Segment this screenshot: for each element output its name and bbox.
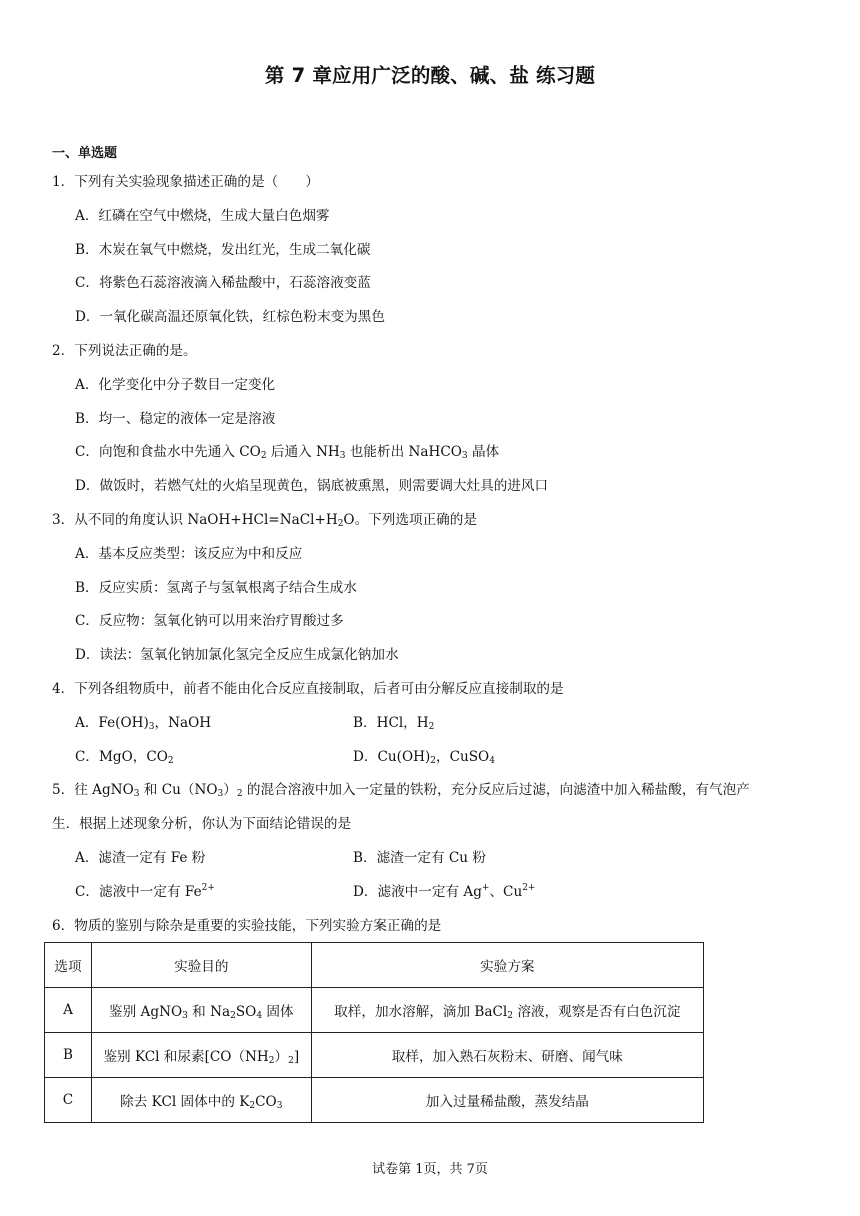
question-3-option-a: A．基本反应类型：该反应为中和反应 (75, 546, 303, 562)
question-3-option-c: C．反应物：氢氧化钠可以用来治疗胃酸过多 (75, 613, 344, 629)
question-4-stem: 4．下列各组物质中，前者不能由化合反应直接制取，后者可由分解反应直接制取的是 (52, 681, 564, 697)
row-a-option: A (45, 988, 92, 1033)
question-4-option-a: A．$Fe(OH)_3$，NaOH (75, 715, 212, 732)
question-2-option-a: A．化学变化中分子数目一定变化 (75, 377, 276, 393)
question-2-option-c: C．向饱和食盐水中先通入 $CO_2$ 后通入 $NH_3$ 也能析出 NaHCO$_3$ 晶体 (75, 444, 500, 461)
table-row (45, 1078, 704, 1123)
question-5-stem-line-1: 5．往 AgNO$_3$ 和 $Cu(NO_3)_2$ 的混合溶液中加入一定量的铁粉，充分反应后过滤，向滤渣中加入稀盐酸，有气泡产 (52, 782, 750, 799)
question-6-stem: 6．物质的鉴别与除杂是重要的实验技能，下列实验方案正确的是 (52, 918, 442, 934)
question-4-option-c: C．MgO，$CO_2$ (75, 749, 174, 766)
question-5-stem-line-2: 生．根据上述现象分析，你认为下面结论错误的是 (52, 816, 352, 832)
question-4-option-b: B．HCl，$H_2$ (353, 715, 435, 732)
header-plan: 实验方案 (311, 943, 703, 988)
header-goal: 实验目的 (91, 943, 311, 988)
page-footer: 试卷第 1页，共 7页 (372, 1162, 488, 1177)
row-c-option: C (45, 1078, 92, 1123)
question-5-option-a: A．滤渣一定有 Fe 粉 (75, 850, 206, 866)
question-3-stem: 3．从不同的角度认识 $NaOH+HCl=NaCl+H_2O$。下列选项正确的是 (52, 512, 477, 529)
question-5-option-d: D．滤液中一定有 Ag+、$Cu^{2+}$ (353, 883, 536, 900)
question-2-stem: 2．下列说法正确的是。 (52, 343, 197, 359)
row-a-plan: 取样，加水溶解，滴加 BaCl$_2$ 溶液，观察是否有白色沉淀 (311, 988, 703, 1033)
question-1-option-d: D．一氧化碳高温还原氧化铁，红棕色粉末变为黑色 (75, 309, 385, 325)
row-a-goal: 鉴别 AgNO$_3$ 和 $Na_2SO_4$ 固体 (91, 988, 311, 1033)
table-row (45, 1033, 704, 1078)
question-1-option-b: B．木炭在氧气中燃烧，发出红光，生成二氧化碳 (75, 242, 371, 258)
question-4-option-d: D．$Cu(OH)_2$，CuSO$_4$ (353, 749, 495, 766)
row-b-option: B (45, 1033, 92, 1078)
question-1-option-c: C．将紫色石蕊溶液滴入稀盐酸中，石蕊溶液变蓝 (75, 275, 371, 291)
question-2-option-d: D．做饭时，若燃气灶的火焰呈现黄色，锅底被熏黑，则需要调大灶具的进风口 (75, 478, 549, 494)
table-row (45, 988, 704, 1033)
question-1-option-a: A．红磷在空气中燃烧，生成大量白色烟雾 (75, 208, 330, 224)
question-2-option-b: B．均一、稳定的液体一定是溶液 (75, 411, 276, 427)
table-header-row (45, 943, 704, 988)
row-b-goal: 鉴别 KCl 和尿素$[CO(NH_2)_2]$ (91, 1033, 311, 1078)
header-option: 选项 (45, 943, 92, 988)
question-5-option-b: B．滤渣一定有 Cu 粉 (353, 850, 486, 866)
question-3-option-d: D．读法：氢氧化钠加氯化氢完全反应生成氯化钠加水 (75, 647, 399, 663)
question-5-option-c: C．滤液中一定有 $Fe^{2+}$ (75, 883, 215, 900)
row-b-plan: 取样，加入熟石灰粉末、研磨、闻气味 (311, 1033, 703, 1078)
section-heading: 一、单选题 (52, 146, 118, 161)
row-c-plan: 加入过量稀盐酸，蒸发结晶 (311, 1078, 703, 1123)
page-title: 第 7 章应用广泛的酸、碱、盐 练习题 (264, 64, 596, 87)
question-3-option-b: B．反应实质：氢离子与氢氧根离子结合生成水 (75, 580, 357, 596)
experiment-table (44, 942, 704, 1123)
row-c-goal: 除去 KCl 固体中的 $K_2CO_3$ (91, 1078, 311, 1123)
question-1-stem: 1．下列有关实验现象描述正确的是（ ） (52, 174, 319, 190)
